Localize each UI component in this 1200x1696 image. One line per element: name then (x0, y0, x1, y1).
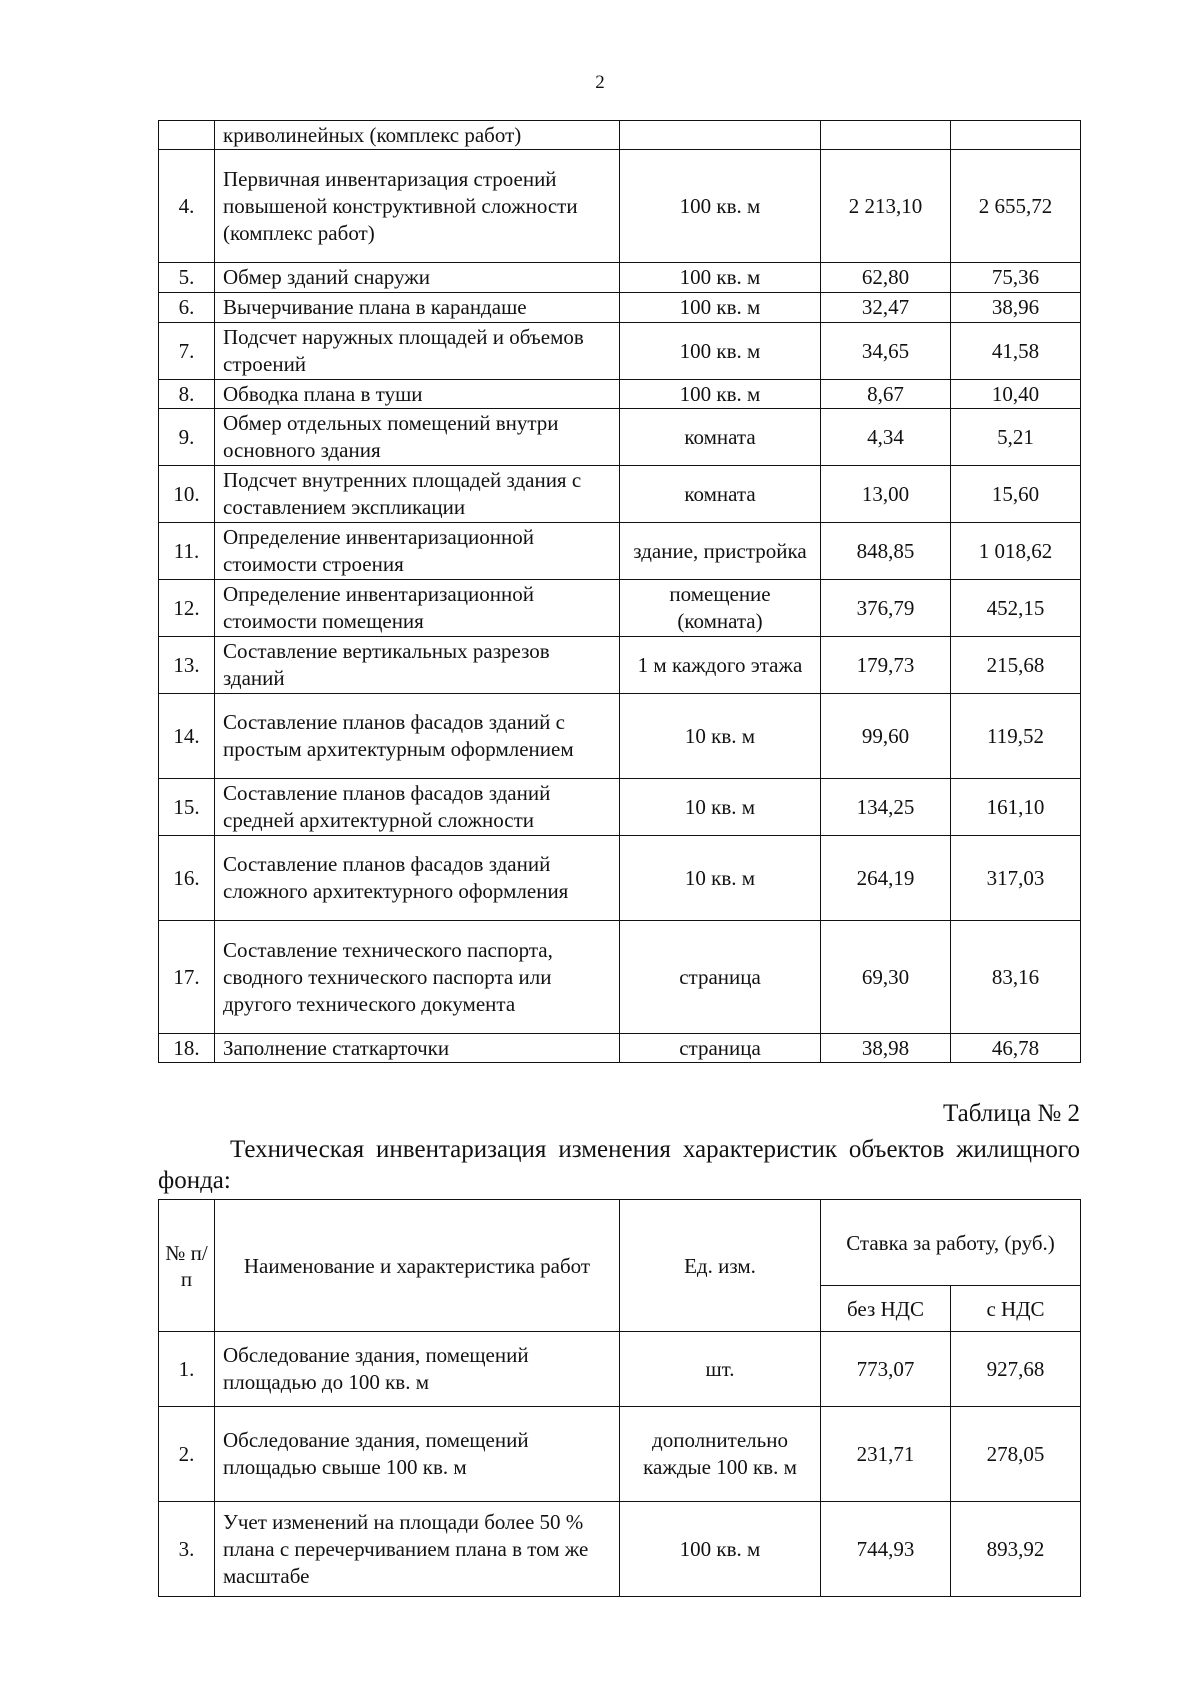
cell-unit: помещение (комната) (620, 580, 821, 637)
table-2-caption: Таблица № 2 (942, 1100, 1080, 1127)
cell-with-vat: 38,96 (951, 293, 1081, 323)
table-row (159, 779, 1081, 836)
table-row (159, 409, 1081, 466)
cell-name: Обводка плана в туши (215, 380, 620, 409)
cell-name: Вычерчивание плана в карандаше (215, 293, 620, 323)
page-number: 2 (595, 72, 605, 93)
rates-table-1 (158, 120, 1081, 1063)
table-row (159, 380, 1081, 409)
table-row (159, 580, 1081, 637)
cell-name: Определение инвентаризационной стоимости строения (215, 523, 620, 580)
cell-num: 2. (159, 1407, 215, 1502)
cell-with-vat: 46,78 (951, 1034, 1081, 1063)
cell-num: 14. (159, 694, 215, 779)
cell-unit: 100 кв. м (620, 380, 821, 409)
cell-no-vat: 62,80 (821, 263, 951, 293)
cell-with-vat: 278,05 (951, 1407, 1081, 1502)
cell-with-vat: 15,60 (951, 466, 1081, 523)
cell-num (159, 121, 215, 150)
cell-with-vat: 10,40 (951, 380, 1081, 409)
cell-num: 1. (159, 1332, 215, 1407)
table-row (159, 1502, 1081, 1597)
cell-no-vat: 231,71 (821, 1407, 951, 1502)
cell-num: 8. (159, 380, 215, 409)
cell-with-vat: 317,03 (951, 836, 1081, 921)
cell-no-vat: 264,19 (821, 836, 951, 921)
cell-no-vat: 13,00 (821, 466, 951, 523)
cell-num: 11. (159, 523, 215, 580)
cell-no-vat: 848,85 (821, 523, 951, 580)
cell-unit: 10 кв. м (620, 836, 821, 921)
cell-no-vat: 69,30 (821, 921, 951, 1034)
cell-no-vat: 134,25 (821, 779, 951, 836)
cell-unit: 100 кв. м (620, 323, 821, 380)
cell-name: Составление вертикальных разрезов зданий (215, 637, 620, 694)
cell-num: 18. (159, 1034, 215, 1063)
cell-name: Обследование здания, помещений площадью до 100 кв. м (215, 1332, 620, 1407)
cell-name: Подсчет наружных площадей и объемов строений (215, 323, 620, 380)
cell-no-vat: 773,07 (821, 1332, 951, 1407)
cell-name: Составление технического паспорта, сводного технического паспорта или другого технического документа (215, 921, 620, 1034)
cell-num: 3. (159, 1502, 215, 1597)
cell-no-vat: 179,73 (821, 637, 951, 694)
cell-unit: 10 кв. м (620, 779, 821, 836)
cell-num: 6. (159, 293, 215, 323)
cell-with-vat: 75,36 (951, 263, 1081, 293)
cell-num: 10. (159, 466, 215, 523)
cell-num: 5. (159, 263, 215, 293)
rates-table-2 (158, 1199, 1081, 1597)
table-row (159, 150, 1081, 263)
cell-unit: комната (620, 409, 821, 466)
cell-no-vat (821, 121, 951, 150)
cell-unit: 100 кв. м (620, 293, 821, 323)
cell-unit: шт. (620, 1332, 821, 1407)
table-2-intro: Техническая инвентаризация изменения характеристик объектов жилищного фонда: (158, 1136, 1080, 1194)
header-with-vat: с НДС (951, 1286, 1081, 1332)
cell-with-vat: 893,92 (951, 1502, 1081, 1597)
table-row (159, 921, 1081, 1034)
table-row (159, 466, 1081, 523)
cell-with-vat: 83,16 (951, 921, 1081, 1034)
table-row (159, 1407, 1081, 1502)
cell-unit: 100 кв. м (620, 150, 821, 263)
cell-name: Заполнение статкарточки (215, 1034, 620, 1063)
cell-num: 17. (159, 921, 215, 1034)
cell-name: Первичная инвентаризация строений повышеной конструктивной сложности (комплекс работ) (215, 150, 620, 263)
cell-no-vat: 99,60 (821, 694, 951, 779)
cell-with-vat: 41,58 (951, 323, 1081, 380)
cell-no-vat: 4,34 (821, 409, 951, 466)
table-row (159, 694, 1081, 779)
cell-no-vat: 744,93 (821, 1502, 951, 1597)
cell-unit: дополнительно каждые 100 кв. м (620, 1407, 821, 1502)
table-row (159, 121, 1081, 150)
cell-with-vat: 927,68 (951, 1332, 1081, 1407)
cell-num: 16. (159, 836, 215, 921)
cell-with-vat: 119,52 (951, 694, 1081, 779)
cell-unit: 10 кв. м (620, 694, 821, 779)
table-row (159, 1332, 1081, 1407)
cell-no-vat: 32,47 (821, 293, 951, 323)
table-row (159, 523, 1081, 580)
rates-table-2-header (159, 1200, 1081, 1332)
cell-no-vat: 34,65 (821, 323, 951, 380)
cell-name: Составление планов фасадов зданий сложного архитектурного оформления (215, 836, 620, 921)
cell-num: 4. (159, 150, 215, 263)
cell-with-vat: 5,21 (951, 409, 1081, 466)
cell-name: Составление планов фасадов зданий с простым архитектурным оформлением (215, 694, 620, 779)
cell-name: Учет изменений на площади более 50 % плана с перечерчиванием плана в том же масштабе (215, 1502, 620, 1597)
cell-name: Обмер зданий снаружи (215, 263, 620, 293)
cell-no-vat: 8,67 (821, 380, 951, 409)
rates-table-1-body (159, 121, 1081, 1063)
cell-unit: 1 м каждого этажа (620, 637, 821, 694)
rates-table-2-body (159, 1332, 1081, 1597)
cell-name: Составление планов фасадов зданий средней архитектурной сложности (215, 779, 620, 836)
cell-with-vat: 1 018,62 (951, 523, 1081, 580)
cell-with-vat: 452,15 (951, 580, 1081, 637)
cell-unit: страница (620, 1034, 821, 1063)
cell-no-vat: 2 213,10 (821, 150, 951, 263)
cell-unit (620, 121, 821, 150)
cell-with-vat: 2 655,72 (951, 150, 1081, 263)
cell-with-vat (951, 121, 1081, 150)
cell-with-vat: 161,10 (951, 779, 1081, 836)
cell-name: Определение инвентаризационной стоимости помещения (215, 580, 620, 637)
table-row (159, 263, 1081, 293)
cell-num: 15. (159, 779, 215, 836)
table-row (159, 836, 1081, 921)
header-rate: Ставка за работу, (руб.) (821, 1200, 1081, 1286)
cell-unit: 100 кв. м (620, 263, 821, 293)
header-row (159, 1200, 1081, 1286)
cell-unit: 100 кв. м (620, 1502, 821, 1597)
cell-unit: страница (620, 921, 821, 1034)
cell-unit: комната (620, 466, 821, 523)
cell-no-vat: 376,79 (821, 580, 951, 637)
cell-no-vat: 38,98 (821, 1034, 951, 1063)
cell-num: 9. (159, 409, 215, 466)
cell-name: Обмер отдельных помещений внутри основного здания (215, 409, 620, 466)
cell-name: Обследование здания, помещений площадью свыше 100 кв. м (215, 1407, 620, 1502)
cell-with-vat: 215,68 (951, 637, 1081, 694)
cell-unit: здание, пристройка (620, 523, 821, 580)
header-unit: Ед. изм. (620, 1200, 821, 1332)
table-row (159, 1034, 1081, 1063)
header-no-vat: без НДС (821, 1286, 951, 1332)
table-row (159, 637, 1081, 694)
header-name: Наименование и характеристика работ (215, 1200, 620, 1332)
cell-num: 12. (159, 580, 215, 637)
table-row (159, 323, 1081, 380)
header-num: № п/п (159, 1200, 215, 1332)
cell-num: 7. (159, 323, 215, 380)
cell-num: 13. (159, 637, 215, 694)
table-row (159, 293, 1081, 323)
cell-name: Подсчет внутренних площадей здания с составлением экспликации (215, 466, 620, 523)
cell-name: криволинейных (комплекс работ) (215, 121, 620, 150)
